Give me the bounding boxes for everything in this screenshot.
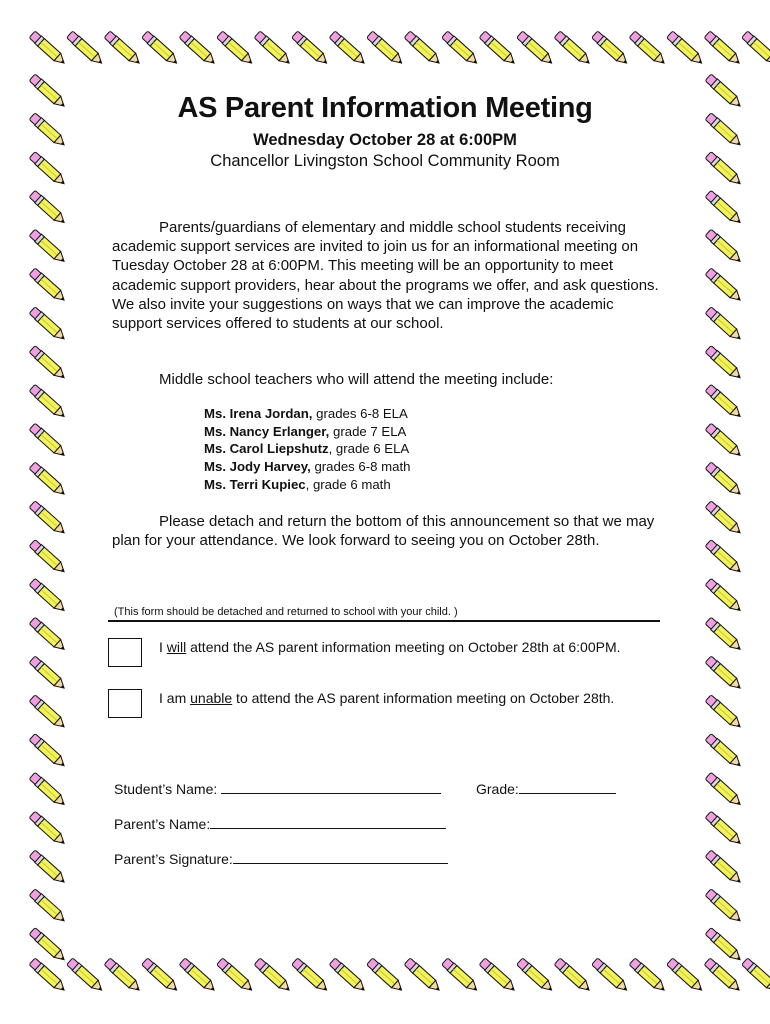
- pencil-icon: [705, 500, 744, 536]
- option-text: I: [159, 639, 167, 655]
- teacher-detail: grades 6-8 math: [310, 459, 411, 475]
- pencil-icon: [705, 229, 744, 265]
- pencil-icon: [254, 958, 293, 994]
- pencil-icon: [29, 617, 68, 653]
- pencil-icon: [705, 423, 744, 459]
- pencil-icon: [254, 31, 293, 67]
- pencil-icon: [29, 306, 68, 342]
- teacher-item: [204, 440, 410, 458]
- pencil-icon: [705, 927, 744, 963]
- pencil-icon: [29, 578, 68, 614]
- pencil-icon: [29, 345, 68, 381]
- pencil-icon: [441, 958, 480, 994]
- pencil-icon: [29, 927, 68, 963]
- unable-attend-checkbox[interactable]: [108, 689, 142, 718]
- pencil-icon: [329, 958, 368, 994]
- pencil-icon: [66, 31, 105, 67]
- teacher-item: [204, 458, 410, 476]
- detach-line: [108, 620, 660, 622]
- parent-name-label: Parent’s Name:: [114, 816, 211, 832]
- parent-signature-field[interactable]: [233, 848, 448, 864]
- pencil-icon: [554, 958, 593, 994]
- pencil-icon: [66, 958, 105, 994]
- detach-note: (This form should be detached and returned to school with your child. ): [114, 606, 458, 618]
- return-instructions: Please detach and return the bottom of this announcement so that we may plan for your attendance. We look forward to seeing you on October 28th.: [112, 513, 655, 550]
- teacher-item: [204, 423, 410, 441]
- pencil-icon: [29, 423, 68, 459]
- grade-field[interactable]: [519, 778, 616, 794]
- pencil-icon: [179, 958, 218, 994]
- pencil-icon: [705, 345, 744, 381]
- pencil-icon: [629, 958, 668, 994]
- pencil-icon: [291, 958, 330, 994]
- will-attend-label: [159, 638, 639, 656]
- pencil-icon: [104, 958, 143, 994]
- pencil-icon: [705, 850, 744, 886]
- pencil-icon: [705, 772, 744, 808]
- pencil-icon: [29, 384, 68, 420]
- pencil-icon: [705, 268, 744, 304]
- pencil-icon: [179, 31, 218, 67]
- teacher-item: [204, 405, 410, 423]
- pencil-icon: [29, 733, 68, 769]
- pencil-icon: [629, 31, 668, 67]
- pencil-icon: [516, 958, 555, 994]
- option-text: to attend the AS parent information meeting on October 28th.: [232, 690, 615, 706]
- pencil-icon: [29, 539, 68, 575]
- pencil-icon: [591, 958, 630, 994]
- pencil-icon: [479, 958, 518, 994]
- option-text: attend the AS parent information meeting on October 28th at 6:00PM.: [186, 639, 621, 655]
- pencil-icon: [104, 31, 143, 67]
- pencil-icon: [29, 694, 68, 730]
- pencil-icon: [29, 229, 68, 265]
- page-title: AS Parent Information Meeting: [177, 92, 593, 124]
- pencil-icon: [705, 694, 744, 730]
- pencil-icon: [29, 31, 68, 67]
- pencil-icon: [29, 811, 68, 847]
- pencil-icon: [404, 31, 443, 67]
- teacher-list: [204, 405, 410, 494]
- teacher-detail: , grade 6 ELA: [328, 441, 410, 457]
- meeting-datetime: Wednesday October 28 at 6:00PM: [253, 131, 517, 149]
- pencil-icon: [329, 31, 368, 67]
- pencil-icon: [705, 733, 744, 769]
- teacher-detail: , grade 6 math: [305, 476, 391, 492]
- option-emphasis: will: [166, 639, 187, 655]
- pencil-icon: [366, 958, 405, 994]
- pencil-icon: [366, 31, 405, 67]
- parent-signature-row: [114, 848, 448, 867]
- pencil-icon: [705, 656, 744, 692]
- student-name-field[interactable]: [221, 778, 441, 794]
- teacher-detail: grades 6-8 ELA: [312, 406, 408, 421]
- invitation-paragraph: Parents/guardians of elementary and middle school students receiving academic support services are invited to join us for an informational meeting on Tuesday October 28 at 6:00PM. This meeting will be an opportunity to meet academic support providers, hear about the programs we offer, and ask questions. We also invite your suggestions on ways that we can improve the academic support services offered to students at our school.: [112, 219, 659, 333]
- teacher-detail: grade 7 ELA: [329, 423, 407, 439]
- grade-row: [476, 778, 616, 797]
- pencil-icon: [216, 31, 255, 67]
- option-text: I am: [159, 690, 191, 706]
- pencil-icon: [404, 958, 443, 994]
- pencil-icon: [291, 31, 330, 67]
- teacher-name: Ms. Carol Liepshutz: [204, 441, 329, 457]
- pencil-icon: [216, 958, 255, 994]
- pencil-icon: [704, 958, 743, 994]
- pencil-icon: [705, 811, 744, 847]
- teacher-name: Ms. Nancy Erlanger,: [204, 423, 330, 439]
- pencil-icon: [29, 958, 68, 994]
- pencil-icon: [705, 462, 744, 498]
- pencil-icon: [705, 190, 744, 226]
- pencil-icon: [29, 850, 68, 886]
- pencil-icon: [29, 500, 68, 536]
- parent-signature-label: Parent’s Signature:: [114, 851, 233, 867]
- pencil-icon: [29, 772, 68, 808]
- pencil-icon: [666, 31, 705, 67]
- meeting-location: Chancellor Livingston School Community Room: [210, 152, 560, 170]
- pencil-icon: [29, 190, 68, 226]
- pencil-icon: [666, 958, 705, 994]
- teacher-item: [204, 476, 410, 494]
- pencil-icon: [516, 31, 555, 67]
- pencil-icon: [705, 617, 744, 653]
- pencil-icon: [479, 31, 518, 67]
- pencil-icon: [705, 888, 744, 924]
- student-name-row: [114, 778, 441, 797]
- student-name-label: Student’s Name:: [114, 781, 218, 797]
- grade-label: Grade:: [476, 781, 519, 797]
- teacher-name: Ms. Terri Kupiec: [204, 476, 306, 492]
- will-attend-checkbox[interactable]: [108, 638, 142, 667]
- pencil-icon: [29, 268, 68, 304]
- pencil-icon: [441, 31, 480, 67]
- pencil-icon: [741, 958, 770, 994]
- teacher-name: Ms. Irena Jordan,: [204, 406, 313, 421]
- teachers-intro: Middle school teachers who will attend the meeting include:: [159, 371, 554, 388]
- unable-attend-label: [159, 689, 639, 707]
- pencil-icon: [29, 656, 68, 692]
- pencil-icon: [704, 31, 743, 67]
- pencil-icon: [591, 31, 630, 67]
- pencil-icon: [741, 31, 770, 67]
- pencil-icon: [554, 31, 593, 67]
- parent-name-field[interactable]: [210, 813, 446, 829]
- pencil-icon: [141, 958, 180, 994]
- parent-name-row: [114, 813, 446, 832]
- pencil-icon: [29, 462, 68, 498]
- option-emphasis: unable: [190, 690, 233, 706]
- pencil-icon: [705, 578, 744, 614]
- pencil-icon: [705, 306, 744, 342]
- teacher-name: Ms. Jody Harvey,: [204, 459, 311, 475]
- pencil-icon: [29, 888, 68, 924]
- pencil-icon: [705, 384, 744, 420]
- pencil-icon: [705, 539, 744, 575]
- pencil-icon: [141, 31, 180, 67]
